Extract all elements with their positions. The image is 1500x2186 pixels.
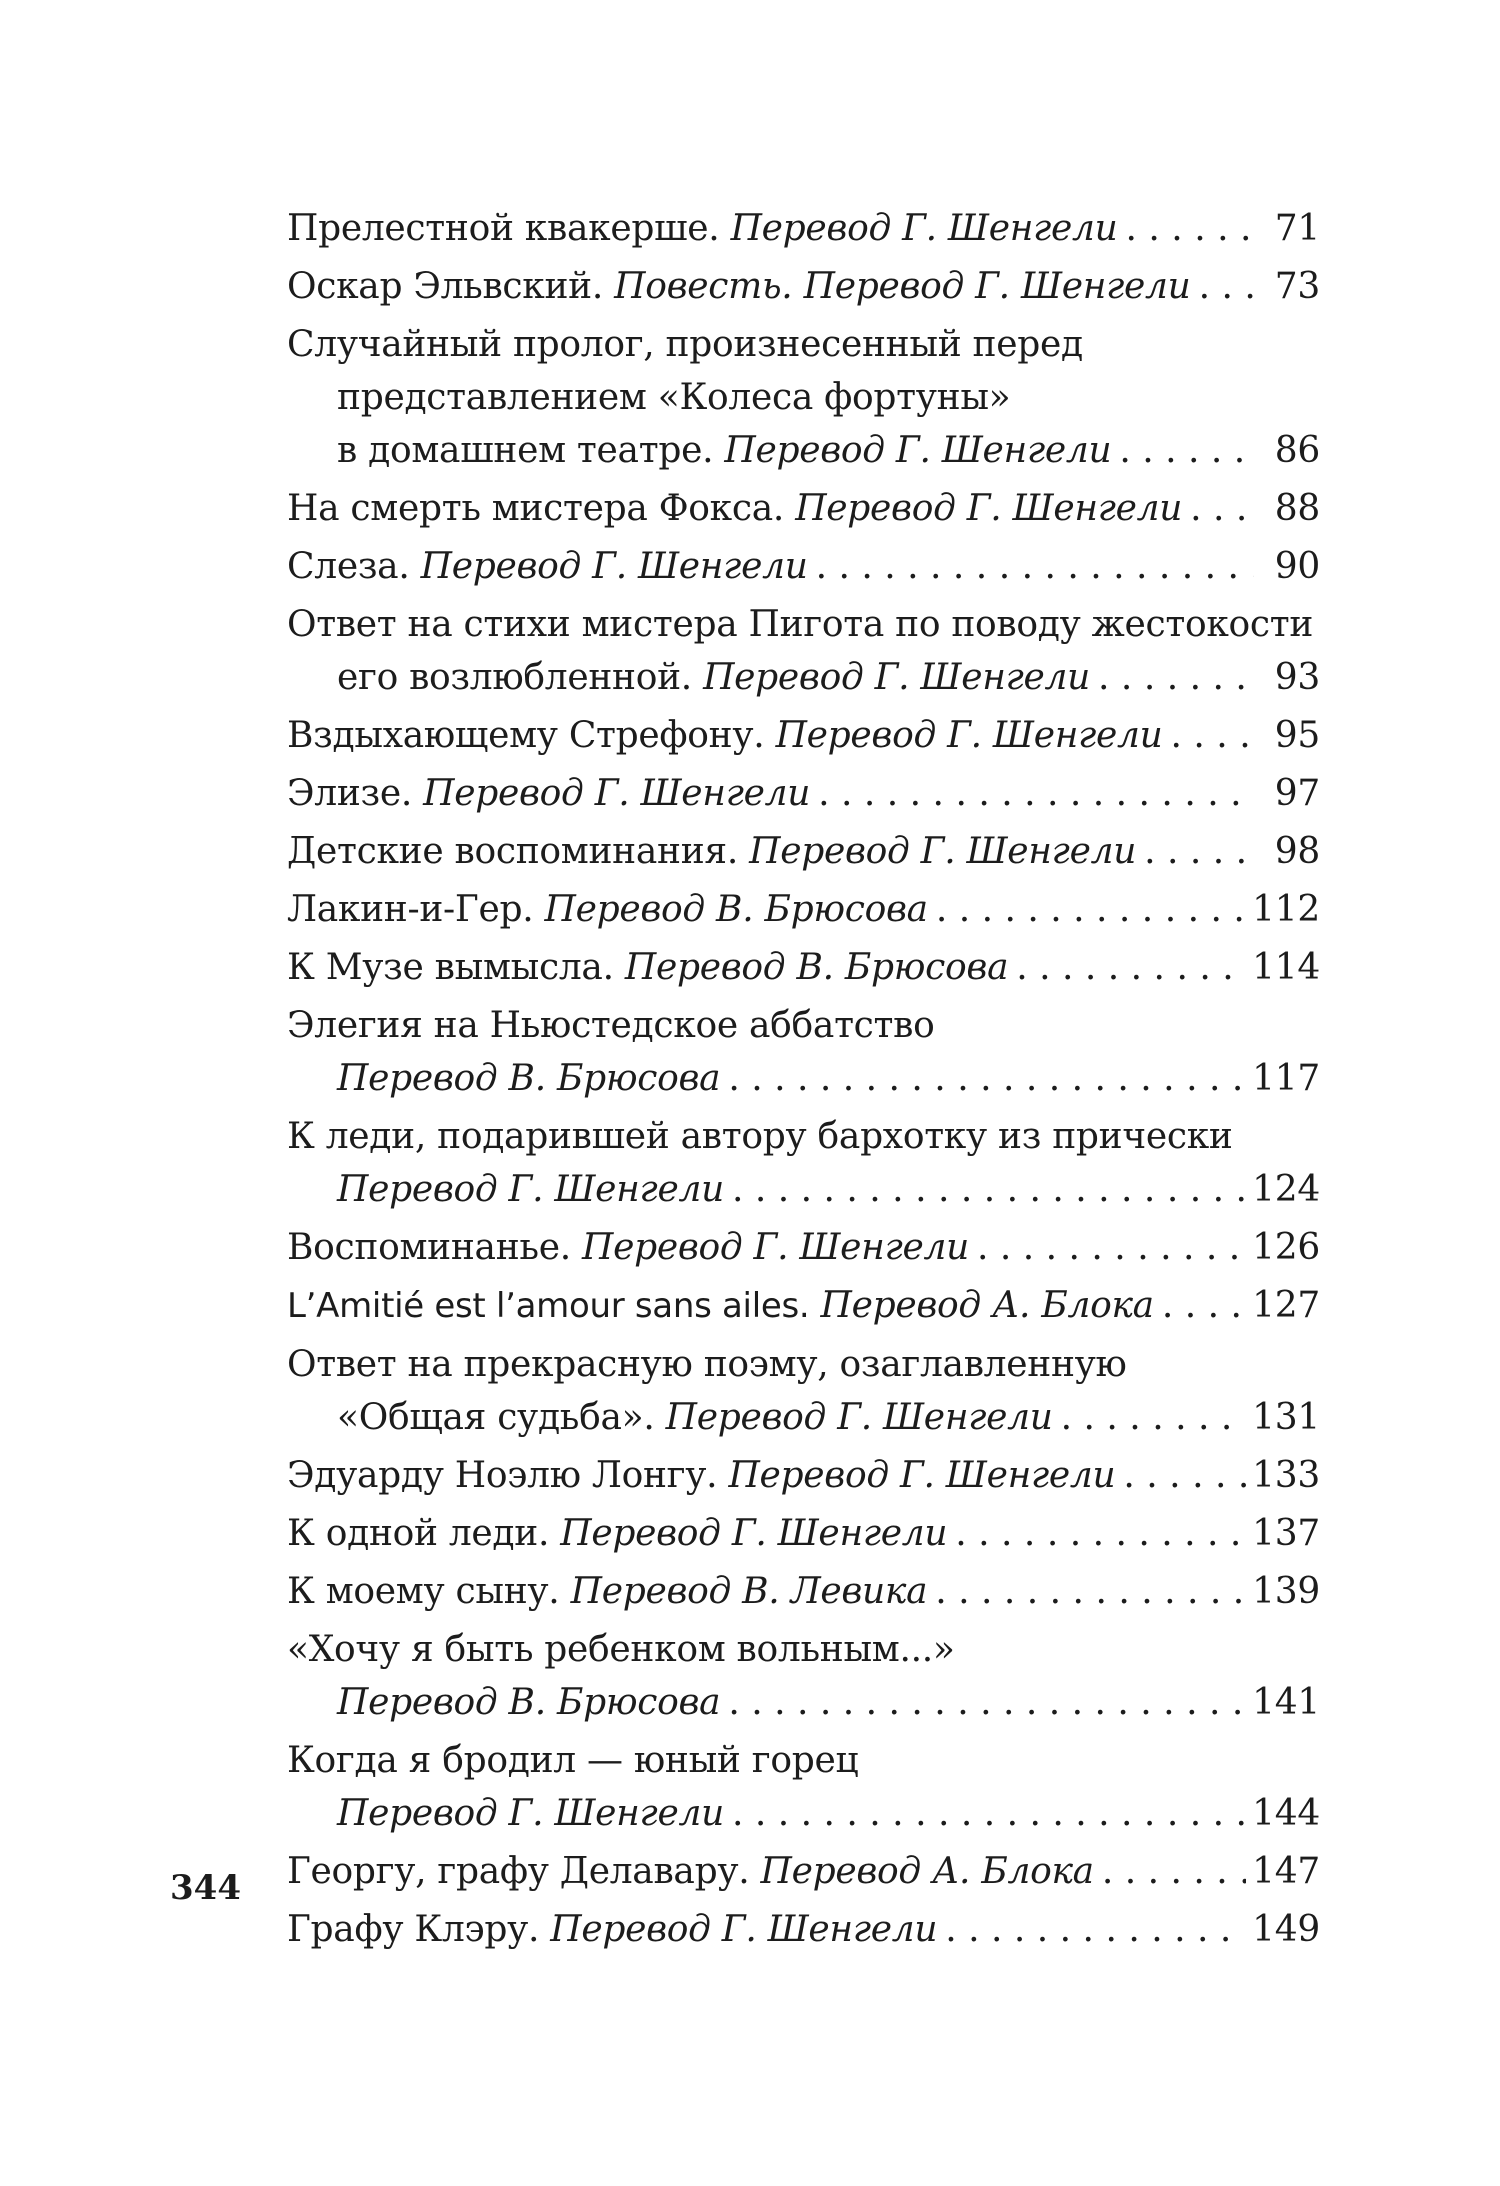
entry-text <box>337 424 1111 477</box>
dot-leader <box>728 1052 1246 1105</box>
entry-text <box>287 1903 937 1956</box>
toc-row <box>287 424 1320 477</box>
entry-page: 97 <box>1274 773 1320 814</box>
entry-translator: Перевод А. Блока <box>820 1285 1154 1326</box>
toc-row <box>287 260 1320 313</box>
entry-translator: Перевод А. Блока <box>760 1851 1094 1892</box>
toc-row <box>287 1565 1320 1618</box>
entry-translator: Перевод Г. Шенгели <box>560 1513 948 1554</box>
entry-page: 144 <box>1252 1793 1320 1834</box>
entry-title: К моему сыну. <box>287 1571 560 1612</box>
entry-translator: Перевод Г. Шенгели <box>420 546 808 587</box>
entry-translator: Перевод В. Брюсова <box>624 947 1009 988</box>
entry-page: 131 <box>1252 1397 1320 1438</box>
entry-page: 112 <box>1252 889 1320 930</box>
toc-row <box>287 651 1320 704</box>
entry-title: Воспоминанье. <box>287 1227 571 1268</box>
toc-row <box>287 1052 1320 1105</box>
entry-title: Вздыхающему Стрефону. <box>287 715 765 756</box>
entry-page: 147 <box>1252 1851 1320 1892</box>
entry-page: 124 <box>1252 1169 1320 1210</box>
entry-text <box>287 482 1182 535</box>
entry-page: 73 <box>1274 266 1320 307</box>
entry-translator: Перевод В. Левика <box>570 1571 928 1612</box>
entry-text <box>287 767 810 820</box>
dot-leader <box>1190 482 1254 535</box>
toc-entry <box>287 941 1320 994</box>
entry-page: 98 <box>1274 831 1320 872</box>
entry-translator: Перевод В. Брюсова <box>544 889 928 930</box>
toc-entry <box>287 1221 1320 1274</box>
entry-title: Лакин-и-Гер. <box>287 889 534 930</box>
entry-translator: Перевод Г. Шенгели <box>582 1227 969 1268</box>
entry-translator: Перевод Г. Шенгели <box>775 715 1163 756</box>
entry-page: 137 <box>1252 1513 1320 1554</box>
entry-text <box>337 1391 1053 1444</box>
entry-text <box>287 1449 1115 1502</box>
toc-row <box>287 1391 1320 1444</box>
entry-page: 141 <box>1252 1682 1320 1723</box>
dot-leader <box>935 1565 1246 1618</box>
toc-row <box>287 709 1320 762</box>
toc-entry <box>287 825 1320 878</box>
toc-row <box>287 1279 1320 1333</box>
dot-leader <box>1016 941 1246 994</box>
entry-translator: Перевод Г. Шенгели <box>337 1169 724 1210</box>
entry-text <box>287 1221 969 1274</box>
entry-line: Элегия на Ньюстедское аббатство <box>287 1005 935 1046</box>
entry-text <box>287 883 928 936</box>
toc-row <box>287 202 1320 255</box>
toc-entry <box>287 598 1320 704</box>
entry-page: 149 <box>1252 1909 1320 1950</box>
entry-translator: Перевод Г. Шенгели <box>550 1909 938 1950</box>
entry-translator: Перевод Г. Шенгели <box>665 1397 1053 1438</box>
entry-page: 71 <box>1274 208 1320 249</box>
toc-entry <box>287 767 1320 820</box>
toc-entry <box>287 1507 1320 1560</box>
entry-title: «Общая судьба». <box>337 1397 655 1438</box>
toc-entry <box>287 1338 1320 1444</box>
entry-line: представлением «Колеса фортуны» <box>337 377 1011 418</box>
toc-entry <box>287 482 1320 535</box>
toc-entry <box>287 1449 1320 1502</box>
dot-leader <box>977 1221 1246 1274</box>
entry-page: 88 <box>1274 488 1320 529</box>
toc-row <box>287 767 1320 820</box>
toc-entry <box>287 1623 1320 1729</box>
entry-text <box>287 709 1163 762</box>
entry-text <box>287 260 1191 313</box>
entry-translator: Перевод Г. Шенгели <box>728 1455 1116 1496</box>
toc-entry <box>287 1279 1320 1333</box>
entry-translator: Перевод Г. Шенгели <box>730 208 1118 249</box>
entry-text <box>287 941 1008 994</box>
entry-page: 126 <box>1252 1227 1320 1268</box>
entry-title: L’Amitié est l’amour sans ailes. <box>287 1286 810 1326</box>
dot-leader <box>728 1676 1246 1729</box>
toc-row <box>287 1221 1320 1274</box>
entry-line: Ответ на стихи мистера Пигота по поводу жестокости <box>287 604 1314 645</box>
dot-leader <box>1102 1845 1246 1898</box>
entry-text <box>337 651 1090 704</box>
entry-text <box>287 1507 947 1560</box>
entry-translator: Перевод Г. Шенгели <box>703 657 1091 698</box>
entry-title: Прелестной квакерше. <box>287 208 720 249</box>
entry-page: 114 <box>1252 947 1320 988</box>
entry-genre: Повесть. <box>614 266 793 307</box>
dot-leader <box>1098 651 1254 704</box>
toc-entry <box>287 1734 1320 1840</box>
dot-leader <box>816 540 1254 593</box>
entry-translator: Перевод Г. Шенгели <box>337 1793 724 1834</box>
toc-row <box>287 883 1320 936</box>
entry-title: Слеза. <box>287 546 410 587</box>
toc-entry <box>287 318 1320 477</box>
dot-leader <box>818 767 1254 820</box>
toc-row <box>287 540 1320 593</box>
entry-line: К леди, подарившей автору бархотку из прически <box>287 1116 1233 1157</box>
dot-leader <box>945 1903 1246 1956</box>
page-number: 344 <box>170 1868 241 1908</box>
entry-title: Элизе. <box>287 773 412 814</box>
entry-page: 93 <box>1274 657 1320 698</box>
entry-text <box>287 1279 1154 1333</box>
entry-title: Графу Клэру. <box>287 1909 540 1950</box>
dot-leader <box>1119 424 1254 477</box>
entry-translator: Перевод В. Брюсова <box>337 1058 721 1099</box>
toc-entry <box>287 709 1320 762</box>
entry-text <box>287 1565 927 1618</box>
entry-line: «Хочу я быть ребенком вольным...» <box>287 1629 955 1670</box>
entry-title: К одной леди. <box>287 1513 550 1554</box>
dot-leader <box>732 1787 1246 1840</box>
entry-line: Случайный пролог, произнесенный перед <box>287 324 1083 365</box>
entry-page: 86 <box>1274 430 1320 471</box>
entry-text <box>287 825 1136 878</box>
entry-page: 95 <box>1274 715 1320 756</box>
toc-row <box>287 1507 1320 1560</box>
toc-row <box>287 482 1320 535</box>
dot-leader <box>936 883 1246 936</box>
dot-leader <box>1162 1279 1246 1332</box>
entry-title: Оскар Эльвский. Повесть. <box>287 266 793 307</box>
entry-line: Ответ на прекрасную поэму, озаглавленную <box>287 1344 1127 1385</box>
entry-translator: Перевод Г. Шенгели <box>423 773 811 814</box>
entry-text <box>287 202 1118 255</box>
entry-title: в домашнем театре. <box>337 430 714 471</box>
toc-row <box>287 825 1320 878</box>
entry-title: его возлюбленной. <box>337 657 692 698</box>
table-of-contents <box>287 202 1320 1961</box>
toc-row <box>287 1163 1320 1216</box>
entry-translator: Перевод Г. Шенгели <box>749 831 1137 872</box>
dot-leader <box>1199 260 1254 313</box>
entry-title: На смерть мистера Фокса. <box>287 488 785 529</box>
entry-page: 90 <box>1274 546 1320 587</box>
entry-text <box>287 540 808 593</box>
toc-entry <box>287 202 1320 255</box>
dot-leader <box>1171 709 1254 762</box>
entry-page: 127 <box>1252 1285 1320 1326</box>
entry-page: 139 <box>1252 1571 1320 1612</box>
entry-text <box>287 1845 1094 1898</box>
toc-row <box>287 1676 1320 1729</box>
toc-row <box>287 1903 1320 1956</box>
entry-title: Георгу, графу Делавару. <box>287 1851 750 1892</box>
dot-leader <box>732 1163 1246 1216</box>
toc-entry <box>287 1110 1320 1216</box>
dot-leader <box>1126 202 1254 255</box>
toc-entry <box>287 260 1320 313</box>
entry-title: К Музе вымысла. <box>287 947 614 988</box>
dot-leader <box>1144 825 1254 878</box>
dot-leader <box>1123 1449 1246 1502</box>
entry-page: 117 <box>1252 1058 1320 1099</box>
toc-row <box>287 1845 1320 1898</box>
entry-line: Когда я бродил — юный горец <box>287 1740 859 1781</box>
toc-row <box>287 1787 1320 1840</box>
entry-title: Эдуарду Ноэлю Лонгу. <box>287 1455 718 1496</box>
toc-row <box>287 1449 1320 1502</box>
toc-entry <box>287 883 1320 936</box>
entry-translator: Перевод Г. Шенгели <box>724 430 1112 471</box>
dot-leader <box>1061 1391 1247 1444</box>
entry-translator: Перевод В. Брюсова <box>337 1682 721 1723</box>
toc-row <box>287 941 1320 994</box>
toc-entry <box>287 540 1320 593</box>
entry-translator: Перевод Г. Шенгели <box>795 488 1183 529</box>
toc-entry <box>287 1565 1320 1618</box>
toc-entry <box>287 999 1320 1105</box>
entry-page: 133 <box>1252 1455 1320 1496</box>
dot-leader <box>955 1507 1246 1560</box>
entry-translator: Перевод Г. Шенгели <box>803 266 1191 307</box>
entry-title: Детские воспоминания. <box>287 831 738 872</box>
toc-entry <box>287 1845 1320 1898</box>
toc-entry <box>287 1903 1320 1956</box>
